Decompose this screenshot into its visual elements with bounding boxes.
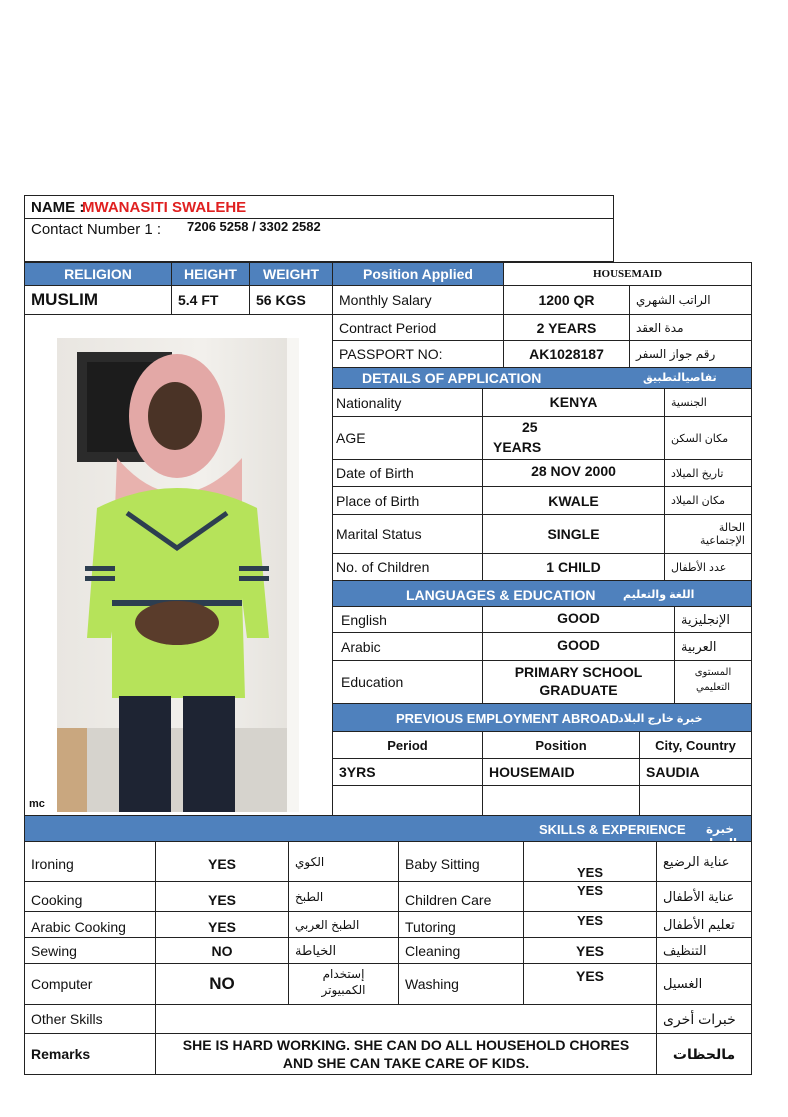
position-col-value: HOUSEMAID [482, 758, 640, 786]
empty-country [639, 785, 752, 816]
position-col-header: Position [482, 731, 640, 759]
period-value: 3YRS [332, 758, 483, 786]
children-value: 1 CHILD [482, 553, 665, 581]
other-skills-value [155, 1004, 657, 1034]
skill-left-label: Cooking [24, 881, 156, 912]
passport-label: PASSPORT NO: [332, 340, 504, 368]
english-value: GOOD [482, 606, 675, 633]
languages-title: LANGUAGES & EDUCATION [406, 587, 596, 603]
passport-ar: رقم جواز السفر [629, 340, 752, 368]
computer-ar-line-1: إستخدام [322, 967, 365, 981]
skill-left-value: YES [155, 841, 289, 882]
contact-value: 7206 5258 / 3302 2582 [187, 219, 321, 234]
height-header: HEIGHT [171, 262, 250, 286]
contract-value: 2 YEARS [503, 314, 630, 341]
education-line-2: GRADUATE [539, 682, 618, 698]
other-skills-label: Other Skills [24, 1004, 156, 1034]
remarks-line-2: AND SHE CAN TAKE CARE OF KIDS. [282, 1055, 530, 1071]
salary-label: Monthly Salary [332, 285, 504, 315]
age-cell [482, 416, 665, 460]
other-skills-ar: خبرات أخرى [656, 1004, 752, 1034]
age-number: 25 [522, 419, 538, 435]
english-ar: الإنجليزية [674, 606, 752, 633]
remarks-ar: مالحظات [656, 1033, 752, 1075]
dob-label: Date of Birth [332, 459, 483, 487]
computer-ar-line-2: الكمبيوتر [321, 983, 366, 997]
skill-right-value: YES [523, 937, 657, 964]
position-header: Position Applied [332, 262, 504, 286]
skill-left-value: NO [155, 963, 289, 1005]
education-label: Education [332, 660, 483, 704]
pob-label: Place of Birth [332, 486, 483, 515]
children-label: No. of Children [332, 553, 483, 581]
details-title-ar: تفاصيالتطبيق [643, 372, 717, 384]
details-title: DETAILS OF APPLICATION [362, 370, 542, 386]
arabic-value: GOOD [482, 632, 675, 661]
empty-position [482, 785, 640, 816]
salary-value: 1200 QR [503, 285, 630, 315]
skill-left-value: YES [155, 911, 289, 938]
photo-caption: mc [29, 798, 45, 810]
education-cell [482, 660, 675, 704]
remarks-cell [155, 1033, 657, 1075]
dob-value: 28 NOV 2000 [482, 459, 665, 487]
skill-left-label: Computer [24, 963, 156, 1005]
marital-label: Marital Status [332, 514, 483, 554]
weight-value: 56 KGS [249, 285, 333, 315]
employment-title-ar: خبرة خارج البلاد [618, 713, 703, 725]
skill-left-label: Ironing [24, 841, 156, 882]
children-ar: عدد الأطفال [664, 553, 752, 581]
religion-header: RELIGION [24, 262, 172, 286]
skill-left-value: YES [155, 881, 289, 912]
skill-right-value: YES [523, 881, 657, 912]
empty-period [332, 785, 483, 816]
details-header [332, 367, 752, 389]
skill-right-ar: عناية الأطفال [656, 881, 752, 912]
passport-value: AK1028187 [503, 340, 630, 368]
height-value: 5.4 FT [171, 285, 250, 315]
dob-ar: تاريخ الميلاد [664, 459, 752, 487]
skill-right-label: Baby Sitting [398, 841, 524, 882]
skill-right-ar: الغسيل [656, 963, 752, 1005]
remarks-line-1: SHE IS HARD WORKING. SHE CAN DO ALL HOUSEHOLD CHORES [182, 1037, 630, 1053]
name-label: NAME : [31, 199, 85, 216]
contract-ar: مدة العقد [629, 314, 752, 341]
education-line-1: PRIMARY SCHOOL [514, 664, 643, 680]
contract-label: Contract Period [332, 314, 504, 341]
skill-left-value: NO [155, 937, 289, 964]
skill-right-label: Washing [398, 963, 524, 1005]
languages-title-ar: اللغة والتعليم [623, 589, 695, 601]
age-label: AGE [332, 416, 483, 460]
pob-ar: مكان الميلاد [664, 486, 752, 515]
contact-label: Contact Number 1 : [31, 221, 162, 238]
religion-value: MUSLIM [24, 285, 172, 315]
pob-value: KWALE [482, 486, 665, 515]
period-header: Period [332, 731, 483, 759]
remarks-label: Remarks [24, 1033, 156, 1075]
skill-right-value: YES [523, 911, 657, 938]
country-value: SAUDIA [639, 758, 752, 786]
arabic-ar: العربية [674, 632, 752, 661]
skill-right-ar: عناية الرضيع [656, 841, 752, 882]
skill-right-ar: تعليم الأطفال [656, 911, 752, 938]
arabic-label: Arabic [332, 632, 483, 661]
english-label: English [332, 606, 483, 633]
marital-ar: الحالة الإجتماعية [664, 514, 752, 554]
education-ar-line-1: المستوى [694, 667, 732, 678]
skill-left-label: Arabic Cooking [24, 911, 156, 938]
skills-header [24, 815, 752, 850]
employment-header [332, 703, 752, 732]
age-ar: مكان السكن [664, 416, 752, 460]
languages-header [332, 580, 752, 607]
skill-left-label: Sewing [24, 937, 156, 964]
marital-value: SINGLE [482, 514, 665, 554]
age-unit: YEARS [493, 439, 542, 455]
skill-right-ar: التنظيف [656, 937, 752, 964]
nationality-label: Nationality [332, 388, 483, 417]
skill-left-ar: الخياطة [288, 937, 399, 964]
nationality-value: KENYA [482, 388, 665, 417]
applicant-photo [57, 338, 299, 812]
skill-right-label: Children Care [398, 881, 524, 912]
weight-header: WEIGHT [249, 262, 333, 286]
country-header: City, Country [639, 731, 752, 759]
skill-left-ar: الطبخ العربي [288, 911, 399, 938]
education-ar-cell [674, 660, 752, 704]
name-value: MWANASITI SWALEHE [82, 199, 247, 216]
position-value: HOUSEMAID [503, 262, 752, 286]
skill-right-label: Tutoring [398, 911, 524, 938]
skills-title: SKILLS & EXPERIENCE [539, 822, 686, 837]
skill-left-ar: الكوي [288, 841, 399, 882]
skill-right-value: YES [523, 963, 657, 1005]
skill-left-ar: الطبخ [288, 881, 399, 912]
skill-left-ar-cell [288, 963, 399, 1005]
skill-right-label: Cleaning [398, 937, 524, 964]
employment-title: PREVIOUS EMPLOYMENT ABROAD [396, 711, 619, 726]
salary-ar: الراتب الشهري [629, 285, 752, 315]
education-ar-line-2: التعليمي [695, 682, 731, 693]
skill-right-value: YES [523, 841, 657, 882]
skills-title-ar: خبرة العمل [702, 822, 738, 850]
nationality-ar: الجنسية [664, 388, 752, 417]
